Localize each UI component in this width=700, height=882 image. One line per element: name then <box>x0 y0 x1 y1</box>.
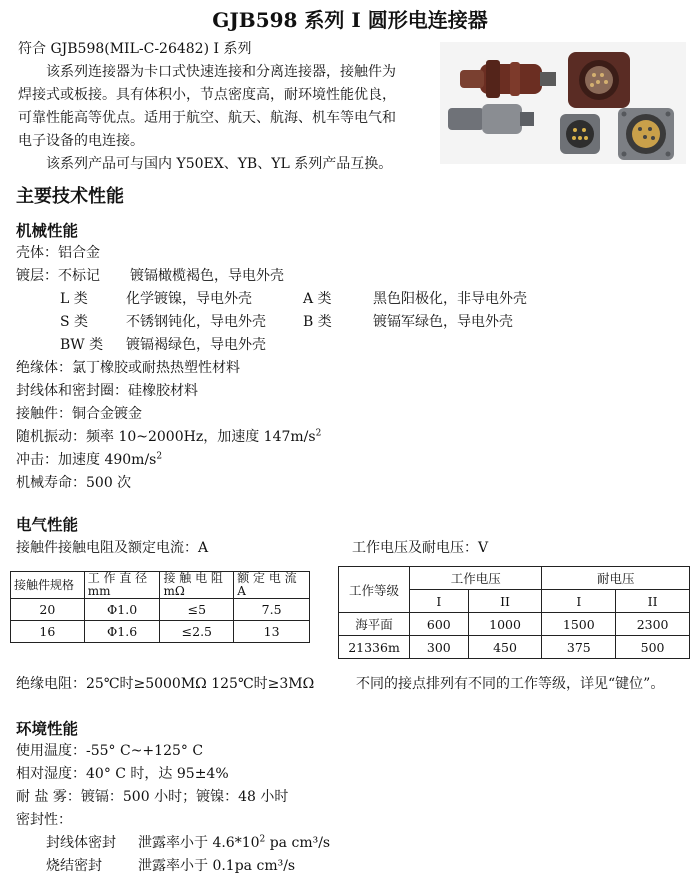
plating-label: 镀层：不标记 <box>16 268 100 284</box>
table-cell: 21336m <box>339 636 410 659</box>
seal-type: 封线体密封 <box>46 835 116 851</box>
table-cell: 7.5 <box>234 599 310 621</box>
intro-line: 焊接式或板接。具有体积小，节点密度高，耐环境性能优良， <box>18 87 396 103</box>
table-header-cell: 工作等级 <box>339 567 410 613</box>
table-cell: 375 <box>542 636 616 659</box>
intro-standard: 符合 GJB598(MIL-C-26482) I 系列 <box>18 41 252 57</box>
plating-desc: 镀镉军绿色，导电外壳 <box>373 314 513 330</box>
seal-leak-rate: 泄露率小于 $4.6*10^2$ pa cm³/s <box>138 834 331 851</box>
table-header-cell: I <box>410 590 469 613</box>
intro-line: 可靠性能高等优点。适用于航空、航天、航海、机车等电气和 <box>18 110 396 126</box>
gold-pin-receptacle-icon <box>560 114 600 154</box>
plating-code: S 类 <box>60 314 89 330</box>
plating-desc: 化学镀镍，导电外壳 <box>126 291 252 307</box>
contact-resistance-caption: 接触件接触电阻及额定电流：A <box>16 540 209 556</box>
table-header-cell: I <box>542 590 616 613</box>
voltage-table <box>338 566 690 659</box>
table-cell: 海平面 <box>339 613 410 636</box>
intro-line: 该系列连接器为卡口式快速连接和分离连接器，接触件为 <box>46 64 396 80</box>
table-cell: 500 <box>616 636 690 659</box>
seal-leak-rate: 泄露率小于 0.1pa cm³/s <box>138 858 296 874</box>
salt-spray: 耐 盐 雾：镀镉：500 小时；镀镍：48 小时 <box>16 789 289 805</box>
table-cell: 1000 <box>468 613 542 636</box>
connector-product-photo <box>440 42 686 164</box>
plating-code: BW 类 <box>60 337 104 353</box>
plating-desc: 不锈钢钝化，导电外壳 <box>126 314 266 330</box>
relative-humidity: 相对湿度：40° C 时，达 95±4% <box>16 766 229 782</box>
intro-line: 电子设备的电连接。 <box>18 133 144 149</box>
keying-note: 不同的接点排列有不同的工作等级，详见“键位”。 <box>356 676 665 692</box>
table-cell: 13 <box>234 621 310 643</box>
mechanical-heading: 机械性能 <box>16 222 79 240</box>
environment-heading: 环境性能 <box>16 720 79 738</box>
table-cell: ≤5 <box>160 599 234 621</box>
table-cell: Φ1.6 <box>84 621 160 643</box>
plating-code: B 类 <box>303 314 332 330</box>
insulation-resistance: 绝缘电阻：25℃时≥5000MΩ 125℃时≥3MΩ <box>16 676 315 692</box>
intro-interchange: 该系列产品可与国内 Y50EX、YB、YL 系列产品互换。 <box>46 156 393 172</box>
table-header-row <box>11 572 310 599</box>
table-cell: 2300 <box>616 613 690 636</box>
table-header-cell: II <box>616 590 690 613</box>
table-row <box>11 599 310 621</box>
table-cell: 20 <box>11 599 85 621</box>
table-header-cell: 工作电压 <box>410 567 542 590</box>
table-header-cell: 接触件规格 <box>11 572 85 599</box>
insulator-material: 绝缘体：氯丁橡胶或耐热热塑性材料 <box>16 360 240 376</box>
plating-code: A 类 <box>303 291 332 307</box>
seal-type: 烧结密封 <box>46 858 102 874</box>
shell-material: 壳体：铝合金 <box>16 245 100 261</box>
table-cell: 450 <box>468 636 542 659</box>
table-header-cell: II <box>468 590 542 613</box>
table-header-cell: 工 作 直 径 mm <box>84 572 160 599</box>
table-header-cell: 额 定 电 流 A <box>234 572 310 599</box>
table-row <box>339 636 690 659</box>
page-title: GJB598 系列 I 圆形电连接器 <box>212 8 488 32</box>
sealing-label: 密封性： <box>16 812 72 828</box>
plating-code: L 类 <box>60 291 88 307</box>
table-cell: 1500 <box>542 613 616 636</box>
table-cell: Φ1.0 <box>84 599 160 621</box>
voltage-caption: 工作电压及耐电压：V <box>352 540 489 556</box>
seal-material: 封线体和密封圈：硅橡胶材料 <box>16 383 198 399</box>
contact-material: 接触件：铜合金镀金 <box>16 406 142 422</box>
table-cell: 300 <box>410 636 469 659</box>
table-cell: 600 <box>410 613 469 636</box>
table-header-cell: 耐电压 <box>542 567 690 590</box>
table-row <box>339 613 690 636</box>
plating-desc: 黑色阳极化，非导电外壳 <box>373 291 527 307</box>
brown-connector-plug-icon <box>460 60 556 98</box>
table-cell: 16 <box>11 621 85 643</box>
plating-desc: 镀镉褐绿色，导电外壳 <box>126 337 266 353</box>
section-main-heading: 主要技术性能 <box>16 186 124 207</box>
square-receptacle-icon <box>568 52 630 108</box>
table-cell: ≤2.5 <box>160 621 234 643</box>
operating-temperature: 使用温度：-55° C~+125° C <box>16 743 204 759</box>
plating-default: 镀镉橄榄褐色，导电外壳 <box>130 268 284 284</box>
gray-cable-connector-icon <box>448 104 534 134</box>
electrical-heading: 电气性能 <box>16 516 79 534</box>
table-header-row <box>339 567 690 590</box>
shock: 冲击：加速度 $490m/s^2$ <box>16 451 163 468</box>
table-header-cell: 接 触 电 阻 mΩ <box>160 572 234 599</box>
contact-resistance-table <box>10 571 310 643</box>
table-row <box>11 621 310 643</box>
random-vibration: 随机振动：频率 10~2000Hz，加速度 $147m/s^2$ <box>16 428 322 445</box>
flange-receptacle-icon <box>618 108 674 160</box>
mechanical-life: 机械寿命：500 次 <box>16 475 132 491</box>
